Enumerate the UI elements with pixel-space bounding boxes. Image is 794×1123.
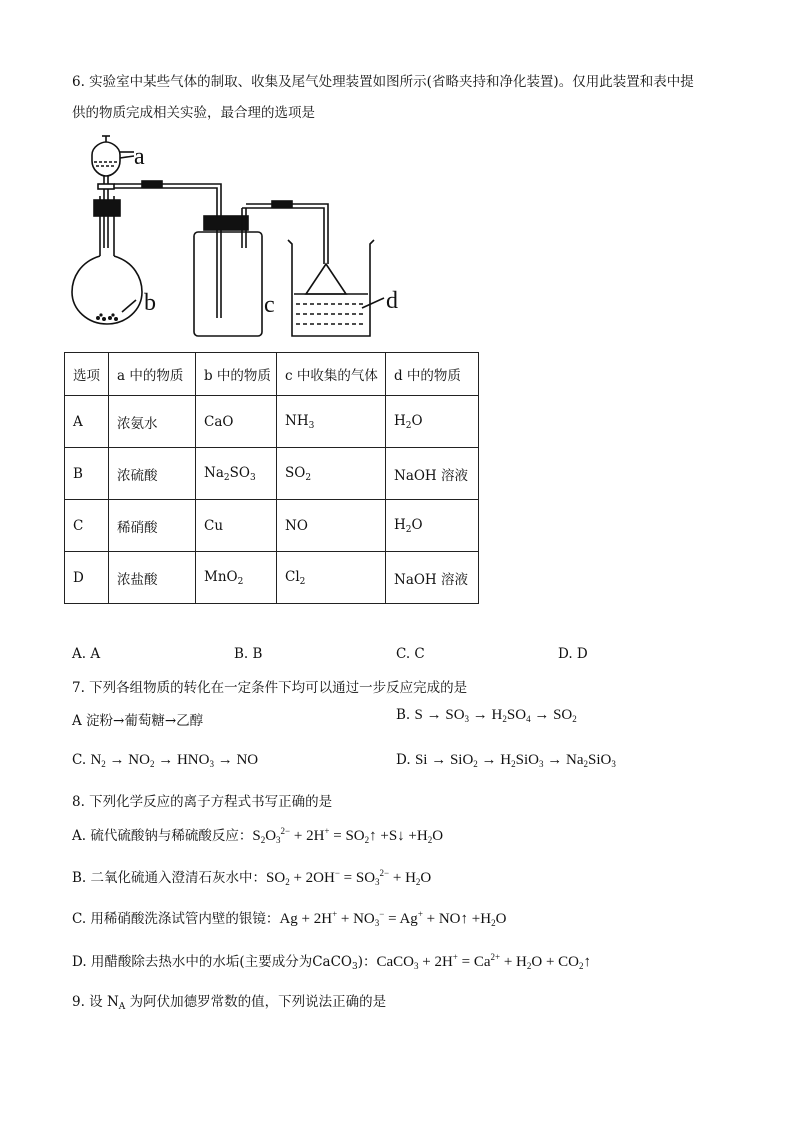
q6-choice-c[interactable]: C. C xyxy=(396,646,425,662)
q6-stem-line2: 供的物质完成相关实验，最合理的选项是 xyxy=(72,105,315,121)
cell-b: CaO xyxy=(196,396,277,448)
cell-a: 浓氨水 xyxy=(109,396,196,448)
q8-option-a[interactable]: A. 硫代硫酸钠与稀硫酸反应：$S_2O_3^{2-} + 2H^+$ = $SO_2↑$ +S↓ $+H_2O$ xyxy=(72,826,444,845)
header-cell: b 中的物质 xyxy=(196,353,277,396)
q7-option-a[interactable]: A 淀粉→葡萄糖→乙醇 xyxy=(72,713,204,729)
label-c: c xyxy=(264,292,275,318)
cell-d: NaOH 溶液 xyxy=(386,552,479,604)
cell-b: $Na_2SO_3$ xyxy=(196,448,277,500)
q7-stem: 7. 下列各组物质的转化在一定条件下均可以通过一步反应完成的是 xyxy=(72,680,468,696)
q6-choice-b[interactable]: B. B xyxy=(234,646,263,662)
reagent-table xyxy=(64,352,479,604)
cell-d: $H_2O$ xyxy=(386,396,479,448)
label-d: d xyxy=(386,288,398,314)
row-option: B xyxy=(65,448,109,500)
header-cell: a 中的物质 xyxy=(109,353,196,396)
q8-stem: 8. 下列化学反应的离子方程式书写正确的是 xyxy=(72,794,333,810)
cell-d: NaOH 溶液 xyxy=(386,448,479,500)
table-row xyxy=(65,396,479,448)
header-cell: c 中收集的气体 xyxy=(277,353,386,396)
cell-a: 浓盐酸 xyxy=(109,552,196,604)
q7-option-c[interactable]: C. $N_2 \to NO_2 \to HNO_3$ → NO xyxy=(72,752,259,769)
cell-b: MnO$_2$ xyxy=(196,552,277,604)
cell-c: $SO_2$ xyxy=(277,448,386,500)
table-row xyxy=(65,448,479,500)
cell-d: $H_2O$ xyxy=(386,500,479,552)
q6-choice-d[interactable]: D. D xyxy=(558,646,588,662)
label-a: a xyxy=(134,144,145,170)
cell-a: 稀硝酸 xyxy=(109,500,196,552)
q8-option-d[interactable]: D. 用醋酸除去热水中的水垢(主要成分为CaCO$_3$)：CaCO$_3$ + $2H^+ = Ca^{2+} + H_2O$ + $CO_2↑$ xyxy=(72,952,591,972)
q7-option-d[interactable]: D. $Si \to SiO_2 \to H_2SiO_3 \to Na_2SiO_3$ xyxy=(396,752,616,769)
cell-c: NO xyxy=(277,500,386,552)
row-option: C xyxy=(65,500,109,552)
apparatus-diagram xyxy=(62,128,422,348)
header-cell: d 中的物质 xyxy=(386,353,479,396)
row-option: A xyxy=(65,396,109,448)
cell-b: Cu xyxy=(196,500,277,552)
q9-stem: 9. 设 $N_A$ 为阿伏加德罗常数的值，下列说法正确的是 xyxy=(72,994,387,1012)
q6-choice-a[interactable]: A. A xyxy=(72,646,101,662)
table-header-row xyxy=(65,353,479,396)
cell-a: 浓硫酸 xyxy=(109,448,196,500)
header-cell: 选项 xyxy=(65,353,109,396)
q7-option-b[interactable]: B. $S \to SO_3 \to H_2SO_4 \to SO_2$ xyxy=(396,707,577,724)
cell-c: $Cl_2$ xyxy=(277,552,386,604)
cell-c: $NH_3$ xyxy=(277,396,386,448)
table-row xyxy=(65,552,479,604)
q8-option-c[interactable]: C. 用稀硝酸洗涤试管内壁的银镜：$Ag + 2H^+ + NO_3^- = Ag^+$ + NO↑ $+H_2O$ xyxy=(72,909,507,928)
table-row xyxy=(65,500,479,552)
label-b: b xyxy=(144,290,156,316)
q8-option-b[interactable]: B. 二氧化硫通入澄清石灰水中：$SO_2 + 2OH^- = SO_3^{2-} + H_2O$ xyxy=(72,868,432,887)
q6-stem-line1: 6. 实验室中某些气体的制取、收集及尾气处理装置如图所示(省略夹持和净化装置)。仅用此装置和表中提 xyxy=(72,74,694,90)
row-option: D xyxy=(65,552,109,604)
